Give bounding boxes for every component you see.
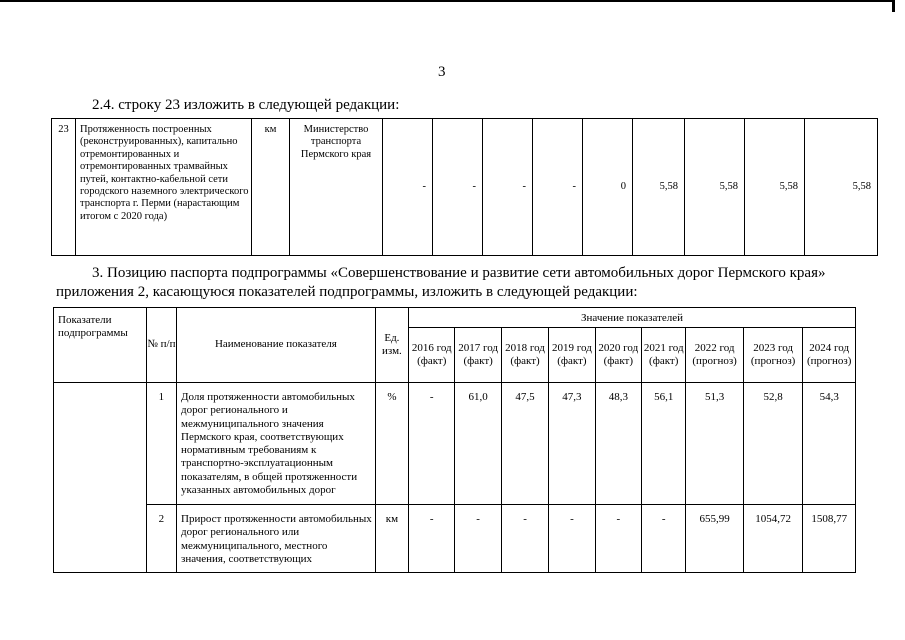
value-cell: - <box>595 505 641 573</box>
value-cell: - <box>642 505 686 573</box>
row-number-cell: 1 <box>146 383 176 505</box>
value-cell: 5,58 <box>805 119 878 256</box>
table-row <box>54 383 856 505</box>
value-cell: - <box>533 119 583 256</box>
paragraph-3-line-2: приложения 2, касающуюся показателей подпрограммы, изложить в следующей редакции: <box>56 284 638 300</box>
indicators-group-cell <box>54 383 147 573</box>
value-cell: 54,3 <box>803 383 856 505</box>
table-row <box>52 119 878 256</box>
value-cell: 61,0 <box>455 383 501 505</box>
year-header: 2023 год (прогноз) <box>743 328 803 383</box>
indicator-name-cell: Прирост протяженности автомобильных дорог регионального или межмуниципального, местного значения, соответствующих <box>177 505 376 573</box>
value-cell: 48,3 <box>595 383 641 505</box>
page-number: 3 <box>438 64 446 80</box>
value-cell: 52,8 <box>743 383 803 505</box>
table-header-row <box>54 308 856 328</box>
value-cell: 1054,72 <box>743 505 803 573</box>
table-row <box>54 505 856 573</box>
value-cell: - <box>383 119 433 256</box>
value-cell: 47,5 <box>501 383 548 505</box>
unit-cell: % <box>375 383 408 505</box>
value-cell: - <box>409 505 455 573</box>
year-header: 2021 год (факт) <box>642 328 686 383</box>
unit-cell: км <box>252 119 290 256</box>
value-cell: - <box>433 119 483 256</box>
value-cell: 51,3 <box>686 383 743 505</box>
indicator-name-cell: Доля протяженности автомобильных дорог регионального и межмуниципального значения Пермского края, соответствующих нормативным требованиям к транспортно-эксплуатационным показателям, в общей протяженности указанных автомобильных дорог <box>177 383 376 505</box>
value-cell: - <box>483 119 533 256</box>
paragraph-2-4: 2.4. строку 23 изложить в следующей редакции: <box>92 97 400 113</box>
value-cell: - <box>409 383 455 505</box>
year-header: 2016 год (факт) <box>409 328 455 383</box>
number-header: № п/п <box>146 308 176 383</box>
unit-cell: км <box>375 505 408 573</box>
paragraph-3-line-1: 3. Позицию паспорта подпрограммы «Совершенствование и развитие сети автомобильных дорог Пермского края» <box>92 265 826 281</box>
page-frame-top-border <box>0 0 893 2</box>
row-number-cell: 23 <box>52 119 76 256</box>
subprogram-indicators-table <box>53 307 856 573</box>
value-cell: - <box>501 505 548 573</box>
year-header: 2020 год (факт) <box>595 328 641 383</box>
value-cell: - <box>549 505 595 573</box>
indicator-name-cell: Протяженность построенных (реконструированных), капитально отремонтированных и отремонтированных трамвайных путей, контактно-кабельной сети городского наземного электрического транспорта г. Перми (нарастающим итогом с 2020 года) <box>76 119 252 256</box>
year-header: 2018 год (факт) <box>501 328 548 383</box>
value-cell: 0 <box>583 119 633 256</box>
responsible-cell: Министерство транспорта Пермского края <box>290 119 383 256</box>
year-header: 2024 год (прогноз) <box>803 328 856 383</box>
year-header: 2017 год (факт) <box>455 328 501 383</box>
year-header: 2022 год (прогноз) <box>686 328 743 383</box>
row-number-cell: 2 <box>146 505 176 573</box>
value-cell: 56,1 <box>642 383 686 505</box>
row-23-table <box>51 118 878 256</box>
value-cell: 47,3 <box>549 383 595 505</box>
value-cell: - <box>455 505 501 573</box>
value-cell: 5,58 <box>633 119 685 256</box>
indicators-header: Показатели подпрограммы <box>54 308 147 383</box>
values-group-header: Значение показателей <box>409 308 856 328</box>
value-cell: 5,58 <box>745 119 805 256</box>
value-cell: 5,58 <box>685 119 745 256</box>
year-header: 2019 год (факт) <box>549 328 595 383</box>
value-cell: 1508,77 <box>803 505 856 573</box>
value-cell: 655,99 <box>686 505 743 573</box>
page-frame-right-border <box>892 0 895 12</box>
unit-header: Ед. изм. <box>375 308 408 383</box>
indicator-name-header: Наименование показателя <box>177 308 376 383</box>
